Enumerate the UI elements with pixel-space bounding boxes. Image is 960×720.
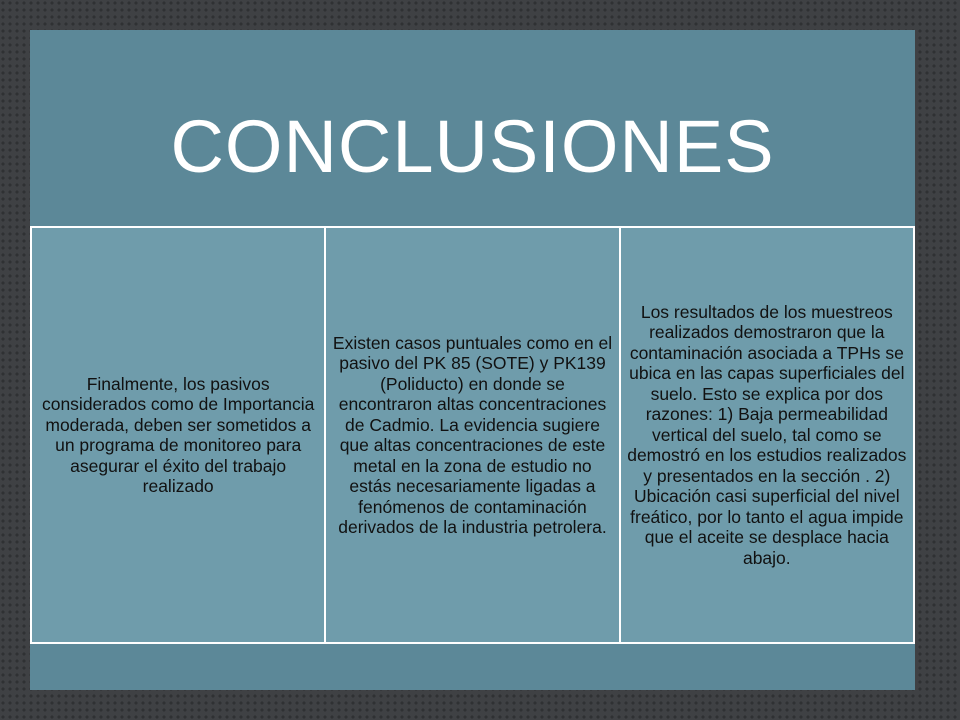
conclusion-text-1: Finalmente, los pasivos considerados como de Importancia moderada, deben ser sometidos a un programa de monitoreo para asegurar el éxito del trabajo realizado xyxy=(41,373,315,496)
conclusion-cell-1 xyxy=(30,228,324,642)
conclusion-text-2: Existen casos puntuales como en el pasivo del PK 85 (SOTE) y PK139 (Poliducto) en donde se encontraron altas concentraciones de Cadmio. La evidencia sugiere que altas concentraciones de este metal en la zona de estudio no estás necesariamente ligadas a fenómenos de contaminación derivados de la industria petrolera. xyxy=(332,332,613,537)
content-panel xyxy=(30,30,915,690)
conclusion-cell-2 xyxy=(324,228,618,642)
conclusions-table xyxy=(30,226,915,644)
conclusion-text-3: Los resultados de los muestreos realizados demostraron que la contaminación asociada a TPHs se ubica en las capas superficiales del suelo. Esto se explica por dos razones: 1) Baja permeabilidad vertical del suelo, tal como se demostró en los estudios realizados y presentados en la sección . 2) Ubicación casi superficial del nivel freático, por lo tanto el agua impide que el aceite se desplace hacia abajo. xyxy=(627,301,907,568)
slide-title: CONCLUSIONES xyxy=(170,105,775,188)
conclusion-cell-3 xyxy=(619,228,915,642)
